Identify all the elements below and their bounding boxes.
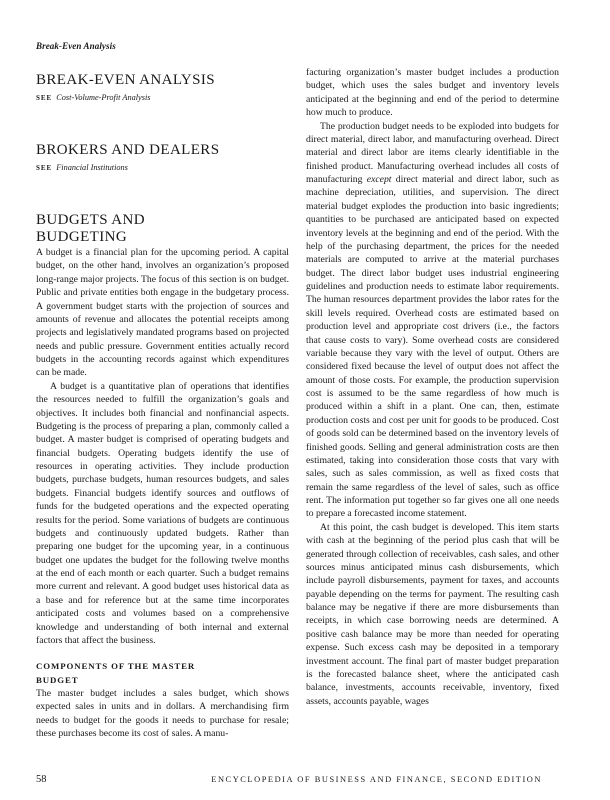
paragraph-text: direct material and direct labor, such as machine depreciation, utilities, and supervision. The direct material budget explodes the production into basic ingredients; quantities to be purchased are anticipated based on expected inventory levels at the beginning and end of the period. With the help of the purchasing department, the prices for the needed materials are computed to arrive at the material purchases budget. The direct labor budget uses industrial engineering guidelines and production needs to estimate labor requirements. The human resources department provides the labor rates for the skill levels required. Overhead costs are estimated based on production level and appropriate cost drivers (i.e., the factors that cause costs to vary). Some overhead costs are considered variable because they vary with the level of output. Others are considered fixed because the level of output does not affect the amount of those costs. For example, the production supervision cost is assumed to be the same regardless of how much is produced within a shift in a plant. One can, then, estimate production costs and cost per unit for goods to be produced. Cost of goods sold can be determined based on the inventory levels of finished goods. Selling and general administration costs are then estimated, taking into consideration those costs that vary with sales, such as sales commission, as well as fixed costs that remain the same regardless of the level of sales, such as office rent. The information put together so far gives one all one needs to prepare a forecasted income statement. <box>306 174 559 520</box>
entry-title-brokers: BROKERS AND DEALERS <box>36 142 220 158</box>
emphasis-text: except <box>366 174 392 185</box>
body-paragraph: A budget is a financial plan for the upcoming period. A capital budget, on the other hand, involves an organization’s proposed long-range major projects. The focus of this section is on budget. Public and private entities both engage in the budgetary process. A government budget starts with the projection of sources and amounts of revenue and allocates the potential receipts among projects and legislatively mandated programs based on projected needs and public pressure. Government entities actually record budgets in the accounting records against which expenditures can be made. <box>36 247 289 379</box>
subhead-line1: COMPONENTS OF THE MASTER <box>36 661 196 672</box>
see-reference-brokers <box>36 162 289 174</box>
left-column <box>36 72 289 741</box>
section-subhead <box>36 660 289 687</box>
see-target-link[interactable]: Cost-Volume-Profit Analysis <box>56 93 151 102</box>
book-title: ENCYCLOPEDIA OF BUSINESS AND FINANCE, SECOND EDITION <box>211 775 542 784</box>
page-number: 58 <box>36 774 47 785</box>
body-paragraph: The master budget includes a sales budget, which shows expected sales in units and in dollars. A merchandising firm needs to budget for the goods it needs to purchase for resale; these purchases become its cost of sales. A manu- <box>36 688 289 740</box>
running-head: Break-Even Analysis <box>36 41 116 51</box>
paragraph-text: The production budget needs to be exploded into budgets for direct material, direct labor, and manufacturing overhead. Direct material and direct labor are items clearly identifiable in the finished product. Manufacturing overhead includes all costs of manufacturing <box>306 120 559 185</box>
entry-title-break-even: BREAK-EVEN ANALYSIS <box>36 72 216 88</box>
see-label: SEE <box>36 164 53 172</box>
body-paragraph: facturing organization’s master budget includes a production budget, which uses the sales budget and inventory levels anticipated at the beginning and end of the period to determine how much to produce. <box>306 67 559 119</box>
see-target-link[interactable]: Financial Institutions <box>56 163 128 172</box>
right-column <box>306 66 559 708</box>
subhead-line2: BUDGET <box>36 674 79 685</box>
entry-title-line1: BUDGETS AND <box>36 212 145 228</box>
see-label: SEE <box>36 94 53 102</box>
body-paragraph-production <box>306 120 559 521</box>
see-reference-break-even <box>36 92 289 104</box>
entry-title-line2: BUDGETING <box>36 229 128 245</box>
body-paragraph: At this point, the cash budget is developed. This item starts with cash at the beginning of the period plus cash that will be generated through collection of receivables, cash sales, and other sources minus anticipated minus cash disbursements, which include payroll disbursements, payment for taxes, and accounts payable depending on the terms for payment. The resulting cash balance may be negative if there are more disbursements than receipts, in which case borrowing needs are determined. A positive cash balance may be more than needed for operating expense. Such excess cash may be deposited in a temporary investment account. The final part of master budget preparation is the forecasted balance sheet, where the anticipated cash balance, investments, accounts receivable, inventory, fixed assets, accounts payable, wages <box>306 521 559 707</box>
body-paragraph: A budget is a quantitative plan of operations that identifies the resources needed to fulfill the organization’s goals and objectives. It includes both financial and nonfinancial aspects. Budgeting is the process of preparing a plan, commonly called a budget. A master budget is comprised of operating budgets and financial budgets. Operating budgets identify the use of resources in operating activities. They include production budgets, purchase budgets, human resources budgets, and sales budgets. Financial budgets identify sources and outflows of funds for the budgeted operations and the expected operating results for the period. Some variations of budgets are continuous budgets and continuously updated budgets. Rather than preparing one budget for the upcoming year, in a continuous budget one updates the budget for the following twelve months at the end of each month or each quarter. Such a budget remains more current and relevant. A good budget uses historical data as a base and for reference but at the same time incorporates anticipated costs and volumes based on a comprehensive knowledge and understanding of both internal and external factors that affect the business. <box>36 380 289 646</box>
entry-title-budgets <box>36 212 289 246</box>
